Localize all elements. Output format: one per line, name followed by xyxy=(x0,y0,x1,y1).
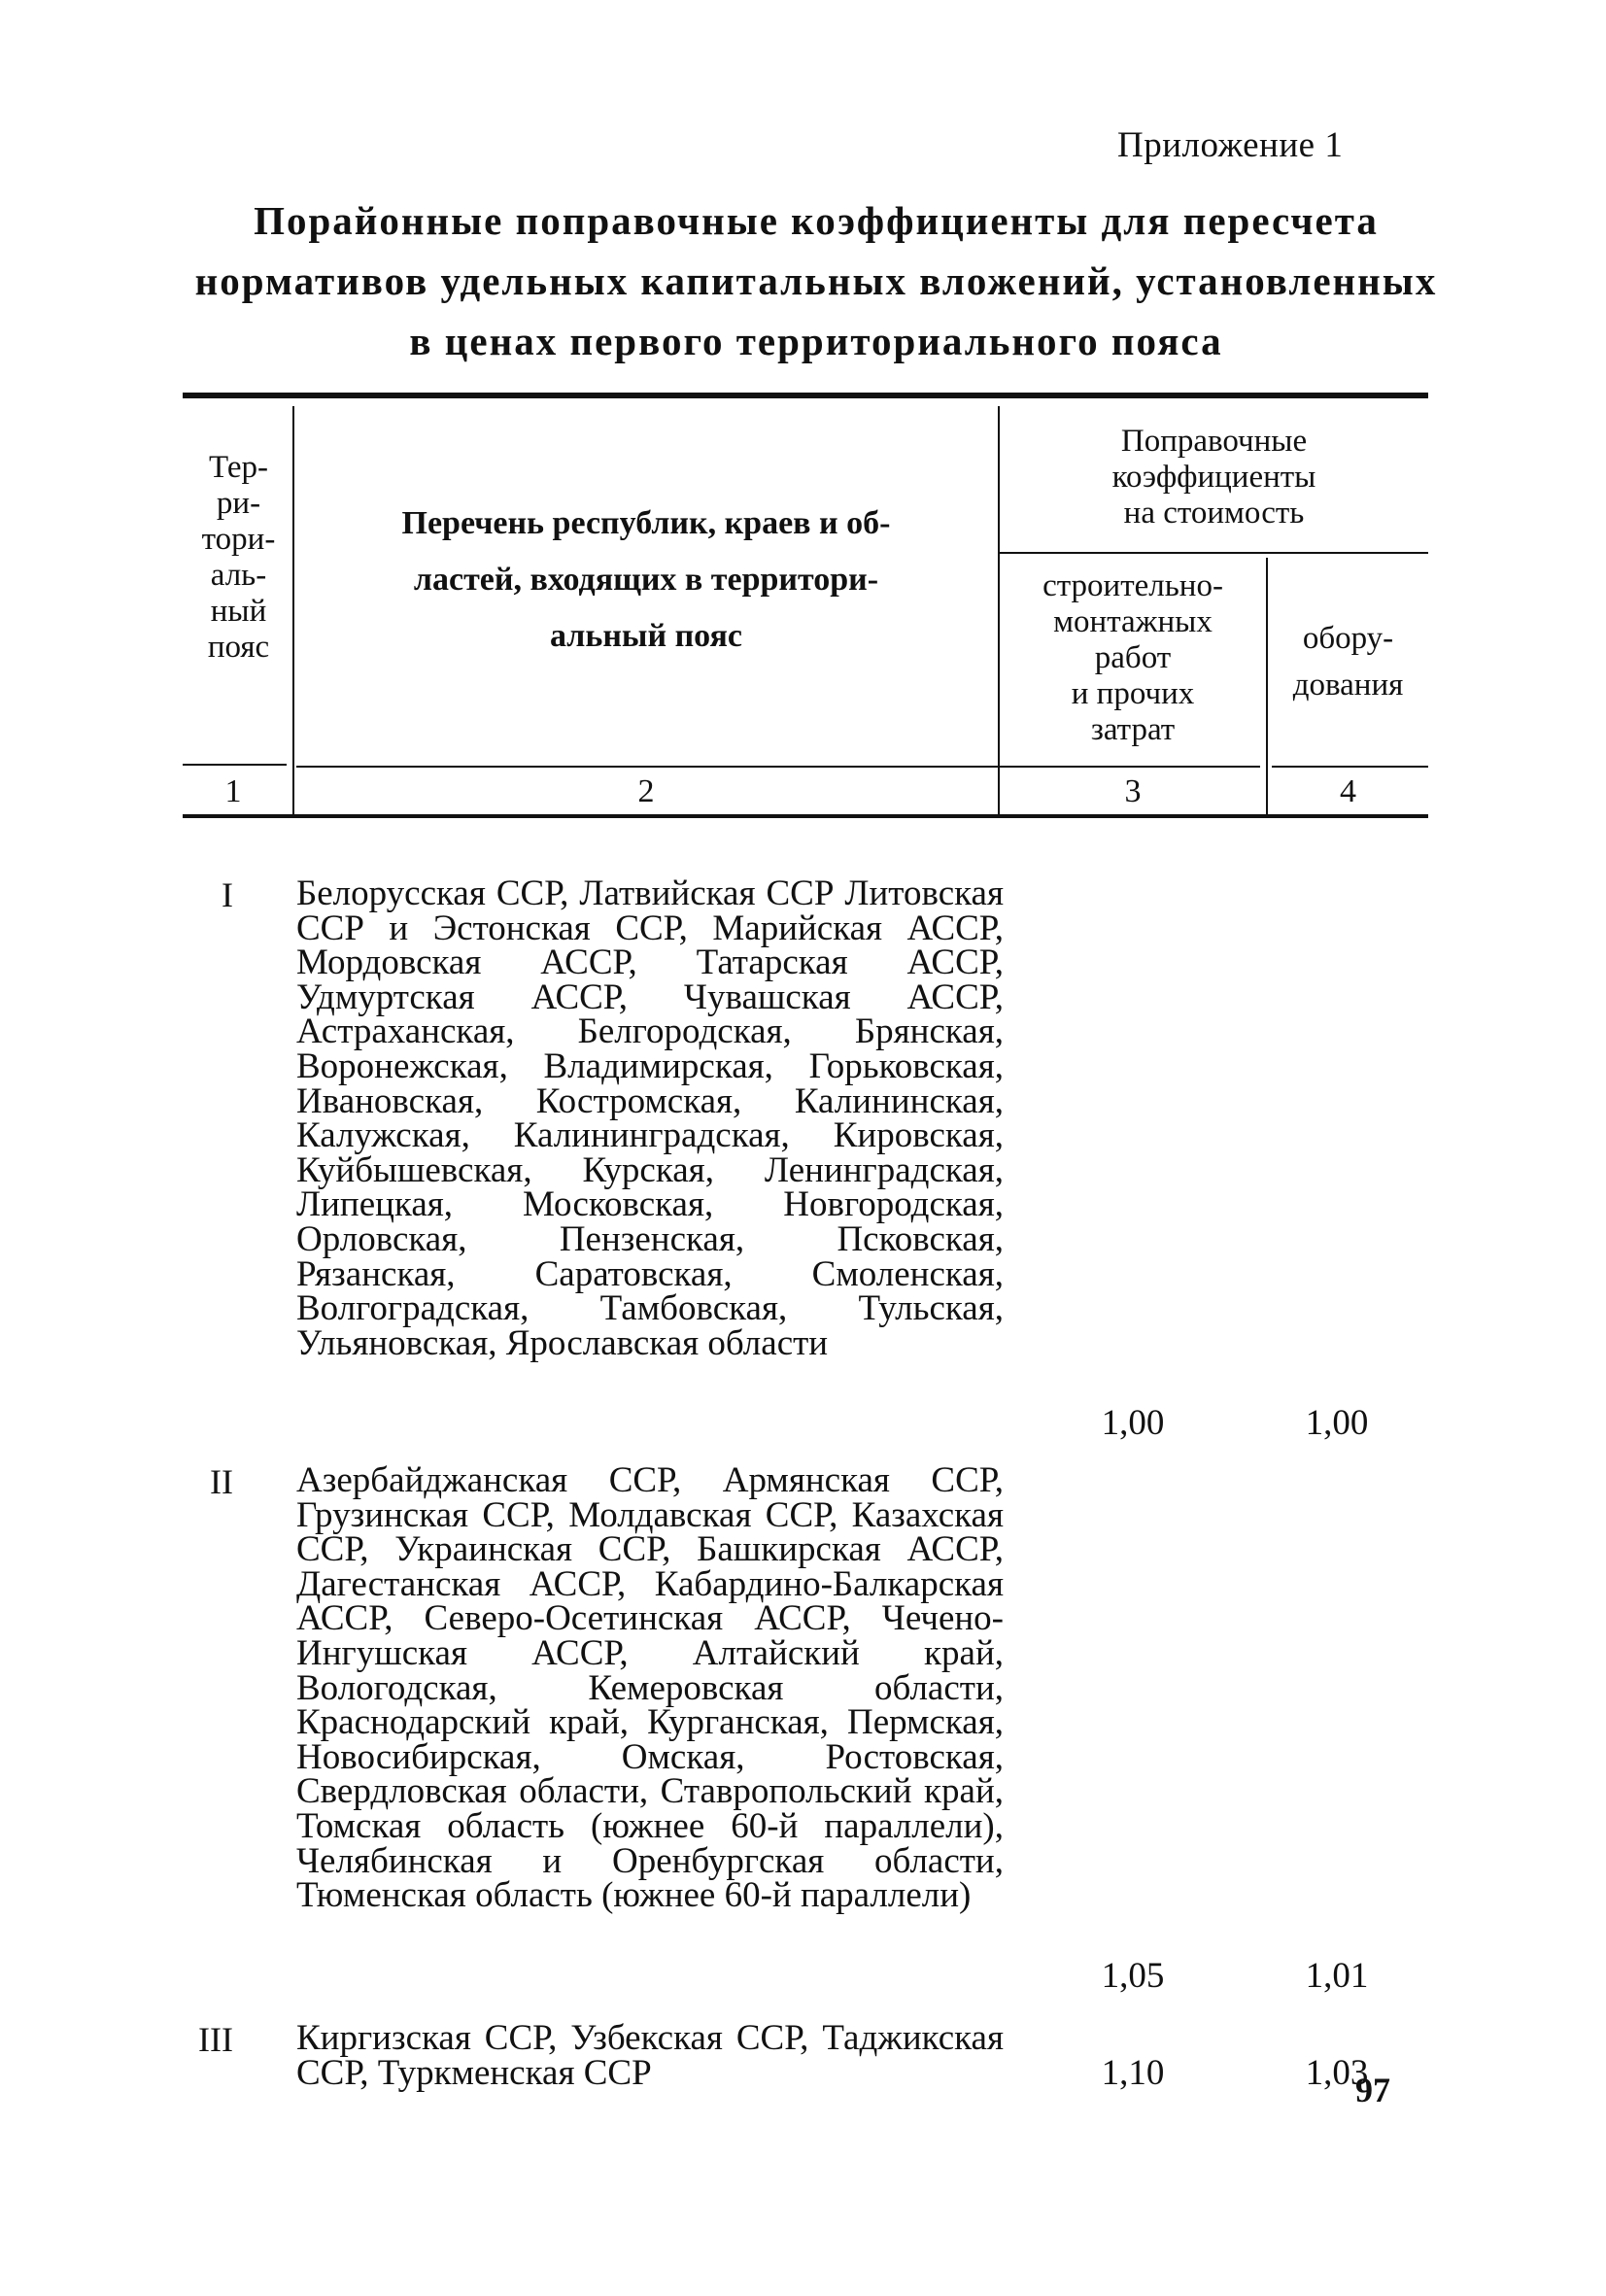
numbers-bottom-rule xyxy=(183,814,1428,818)
equipment-coefficient: 1,01 xyxy=(1305,1956,1369,1996)
construction-coefficient: 1,00 xyxy=(1101,1403,1165,1443)
page-title xyxy=(185,190,1448,371)
title-line: Порайонные поправочные коэффициенты для пересчета xyxy=(254,198,1379,243)
page-number: 97 xyxy=(1355,2071,1390,2109)
header-bottom-rule xyxy=(183,764,287,766)
header-construction-column: строительно- монтажных работ и прочих затрат xyxy=(1042,568,1223,747)
regions-list: Азербайджанская ССР, Армянская ССР, Грузинская ССР, Молдавская ССР, Казахская ССР, Украинская ССР, Башкирская АССР, Дагестанская АССР, Кабардино-Балкарская АССР, Северо-Осетинская АССР, Чечено-Ингушская АССР, Алтайский край, Вологодская, Кемеровская области, Краснодарский край, Курганская, Пермская, Новосибирская, Омская, Ростовская, Свердловская области, Ставропольский край, Томская область (южнее 60-й параллели), Челябинская и Оренбургская области, Тюменская область (южнее 60-й параллели) xyxy=(296,1460,1004,1916)
column-number: 3 xyxy=(1124,773,1142,809)
column-number: 4 xyxy=(1340,773,1356,809)
construction-coefficient: 1,05 xyxy=(1101,1956,1165,1996)
header-coefficients-group: Поправочные коэффициенты на стоимость xyxy=(1111,424,1316,531)
column-number: 2 xyxy=(637,773,655,809)
column-number: 1 xyxy=(224,773,242,809)
zone-number: II xyxy=(210,1462,233,1501)
table-top-rule xyxy=(183,393,1428,398)
group-header-rule xyxy=(998,552,1428,554)
title-line: в ценах первого территориального пояса xyxy=(409,319,1223,363)
header-zone-column: Тер- ри- тори- аль- ный пояс xyxy=(201,450,276,665)
header-bottom-rule xyxy=(1272,766,1428,768)
zone-number: III xyxy=(198,2020,233,2059)
appendix-label: Приложение 1 xyxy=(1117,125,1344,165)
header-equipment-column: обору- дования xyxy=(1292,621,1404,703)
title-line: нормативов удельных капитальных вложений, установленных xyxy=(194,258,1438,303)
header-bottom-rule xyxy=(296,766,1260,768)
equipment-coefficient: 1,03 xyxy=(1305,2053,1369,2093)
regions-list: Белорусская ССР, Латвийская ССР Литовская ССР и Эстонская ССР, Марийская АССР, Мордовская АССР, Татарская АССР, Удмуртская АССР, Чувашская АССР, Астраханская, Белгородская, Брянская, Воронежская, Владимирская, Горьковская, Ивановская, Костромская, Калининская, Калужская, Калининградская, Кировская, Куйбышевская, Курская, Ленинградская, Липецкая, Московская, Новгородская, Орловская, Пензенская, Псковская, Рязанская, Саратовская, Смоленская, Волгоградская, Тамбовская, Тульская, Ульяновская, Ярославская области xyxy=(296,874,1004,1363)
construction-coefficient: 1,10 xyxy=(1101,2053,1165,2093)
equipment-coefficient: 1,00 xyxy=(1305,1403,1369,1443)
zone-number: I xyxy=(222,875,233,914)
header-regions-column: Перечень республик, краев и об- ластей, входящих в территори- альный пояс xyxy=(401,505,891,654)
regions-list: Киргизская ССР, Узбекская ССР, Таджикская ССР, Туркменская ССР xyxy=(296,2018,1004,2093)
